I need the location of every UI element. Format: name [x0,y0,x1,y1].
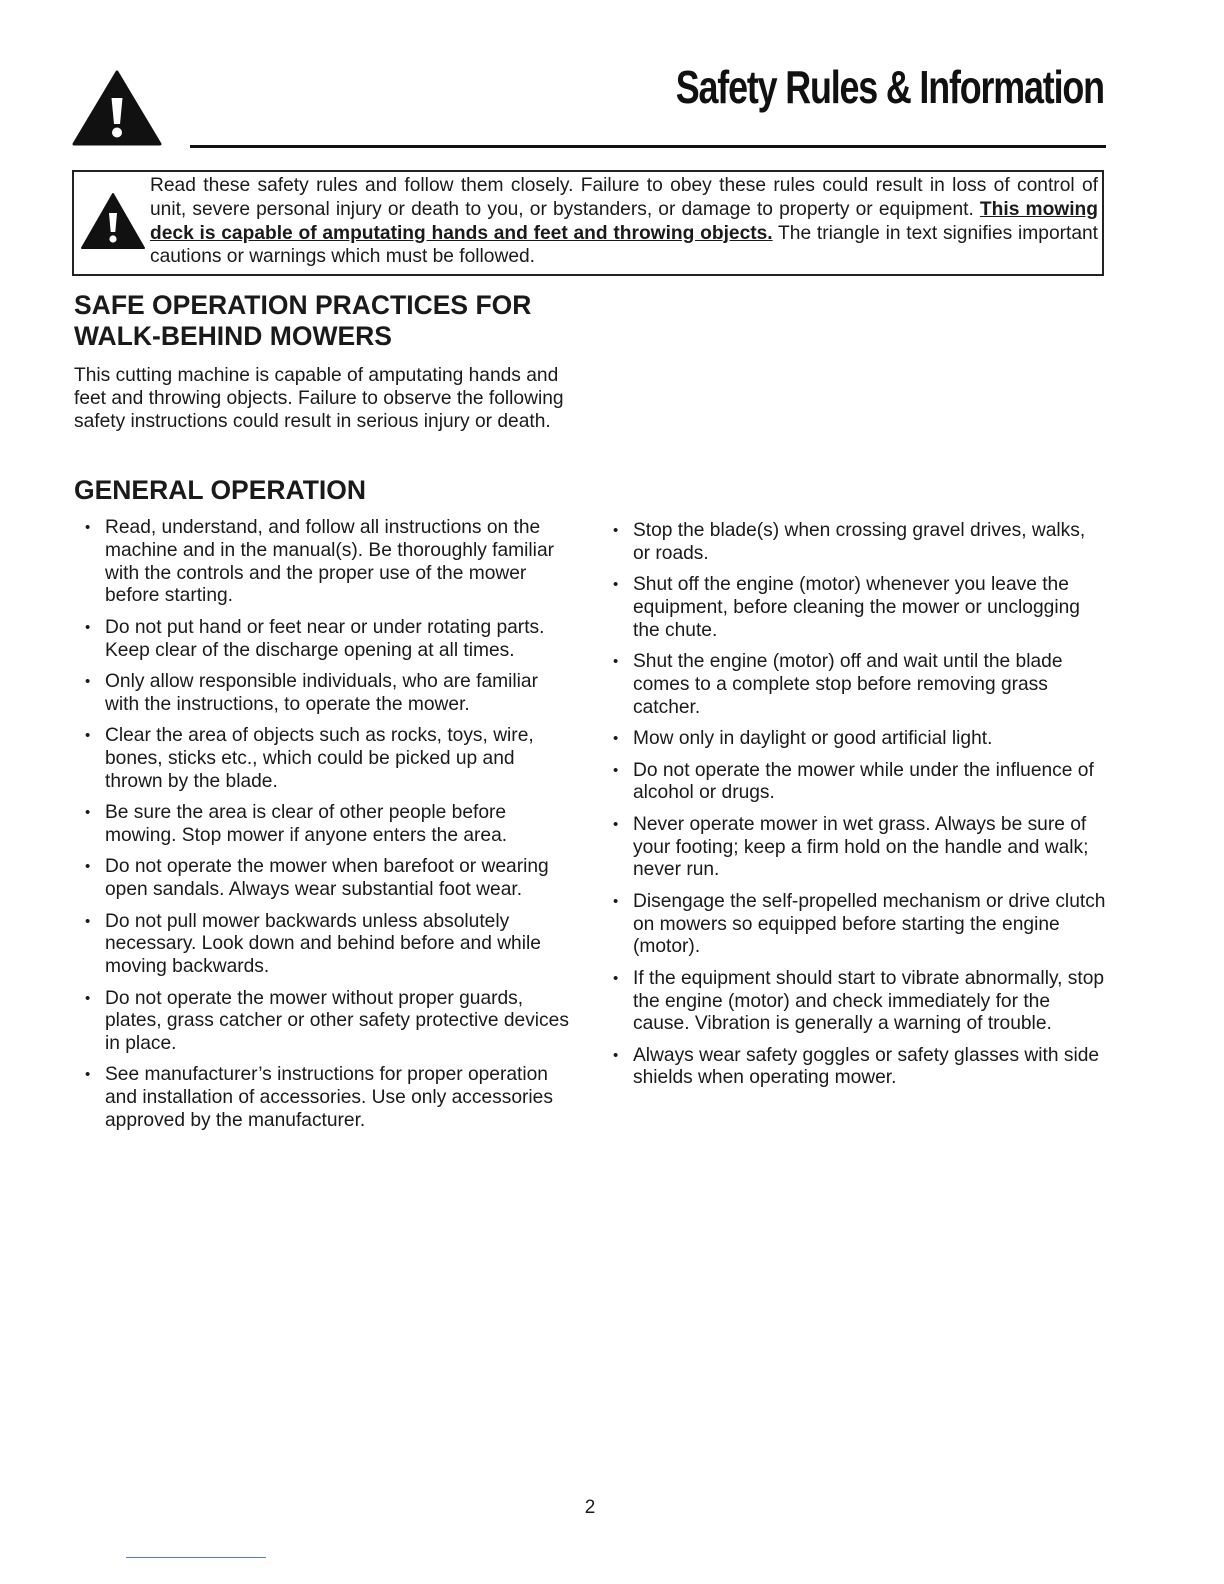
list-item: • Do not pull mower backwards unless absolutely necessary. Look down and behind before and while moving backwards. [74,911,574,979]
page-number: 2 [584,1497,596,1518]
notice-text-start: Read these safety rules and follow them closely. Failure to obey these rules could result in loss of control of unit, severe personal injury or death to you, or bystanders, or damage to property or equipment. [150,175,1098,220]
general-operation-heading: GENERAL OPERATION [74,475,367,505]
list-item: • Be sure the area is clear of other people before mowing. Stop mower if anyone enters the area. [74,802,574,848]
warning-triangle-icon [72,70,162,146]
list-item: • See manufacturer’s instructions for proper operation and installation of accessories. Use only accessories approved by the manufacturer. [74,1064,574,1132]
list-item: • Disengage the self-propelled mechanism or drive clutch on mowers so equipped before starting the engine (motor). [602,891,1107,959]
list-item: • Shut the engine (motor) off and wait until the blade comes to a complete stop before removing grass catcher. [602,651,1107,719]
list-item: • Do not operate the mower when barefoot or wearing open sandals. Always wear substantial foot wear. [74,856,574,902]
general-operation-list-right [602,520,1107,1099]
list-item: • Mow only in daylight or good artificial light. [602,728,1107,751]
amputation-warning: This mowing deck is capable of amputating hands and feet and throwing objects. [150,198,1098,244]
list-item: • Only allow responsible individuals, who are familiar with the instructions, to operate the mower. [74,671,574,717]
safe-operation-intro: This cutting machine is capable of amputating hands and feet and throwing objects. Failure to observe the following safety instructions could result in serious injury or death. [74,365,564,432]
list-item: • Never operate mower in wet grass. Always be sure of your footing; keep a firm hold on the handle and walk; never run. [602,814,1107,882]
list-item: • Shut off the engine (motor) whenever you leave the equipment, before cleaning the mower or unclogging the chute. [602,574,1107,642]
warning-triangle-icon [80,192,146,250]
list-item: • Do not operate the mower while under the influence of alcohol or drugs. [602,760,1107,806]
page-title: Safety Rules & Information [675,61,1104,113]
list-item: • If the equipment should start to vibrate abnormally, stop the engine (motor) and check immediately for the cause. Vibration is generally a warning of trouble. [602,968,1107,1036]
safety-notice-box [72,170,1104,276]
list-item: • Clear the area of objects such as rocks, toys, wire, bones, sticks etc., which could be picked up and thrown by the blade. [74,725,574,793]
list-item: • Always wear safety goggles or safety glasses with side shields when operating mower. [602,1045,1107,1091]
list-item: • Read, understand, and follow all instructions on the machine and in the manual(s). Be thoroughly familiar with the controls and the proper use of the mower before starting. [74,517,574,608]
safety-notice-text [150,174,1098,269]
general-operation-list-left [74,517,574,1141]
list-item: • Stop the blade(s) when crossing gravel drives, walks, or roads. [602,520,1107,566]
safe-operation-heading-line1: SAFE OPERATION PRACTICES FOR [74,290,532,320]
list-item: • Do not put hand or feet near or under rotating parts. Keep clear of the discharge opening at all times. [74,617,574,663]
notice-text-end: The triangle in text signifies important cautions or warnings which must be followed. [150,222,1099,268]
safe-operation-heading-line2: WALK-BEHIND MOWERS [74,321,392,351]
title-divider [190,145,1106,148]
footer-divider [126,1557,266,1558]
list-item: • Do not operate the mower without proper guards, plates, grass catcher or other safety protective devices in place. [74,988,574,1056]
safe-operation-heading [74,290,531,352]
